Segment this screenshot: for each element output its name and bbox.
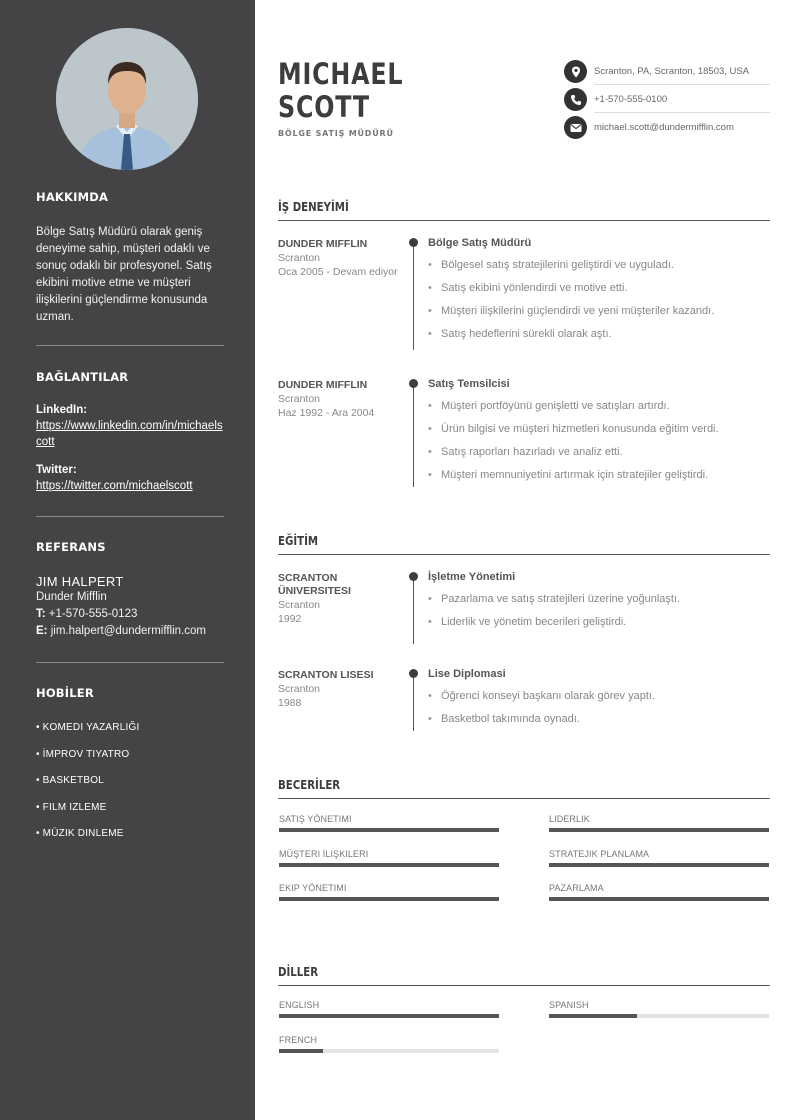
skill-bar-fill bbox=[549, 828, 769, 832]
experience-bullet: • Bölgesel satış stratejilerini geliştirdi ve uyguladı. bbox=[428, 258, 773, 272]
skills-title-text: BECERİLER bbox=[278, 778, 341, 792]
reference-company: Dunder Mifflin bbox=[36, 591, 107, 603]
experience-meta bbox=[278, 238, 398, 279]
timeline-dot bbox=[409, 238, 418, 247]
contact-divider bbox=[594, 112, 770, 113]
timeline-dot bbox=[409, 669, 418, 678]
experience-bullet: • Müşteri portföyünü genişletti ve satışları artırdı. bbox=[428, 399, 773, 413]
language-item bbox=[279, 1000, 499, 1018]
language-item bbox=[549, 1000, 769, 1018]
skill-bar-fill bbox=[279, 863, 499, 867]
education-location: Scranton bbox=[278, 599, 321, 611]
experience-title-text: İŞ DENEYİMİ bbox=[278, 200, 349, 214]
experience-bullet: • Müşteri memnuniyetini artırmak için stratejiler geliştirdi. bbox=[428, 468, 773, 482]
education-title-text: EĞİTİM bbox=[278, 534, 319, 548]
reference-email: jim.halpert@dundermifflin.com bbox=[50, 625, 206, 637]
skill-bar-fill bbox=[549, 897, 769, 901]
experience-bullet: • Ürün bilgisi ve müşteri hizmetleri konusunda eğitim verdi. bbox=[428, 422, 773, 436]
skill-item bbox=[549, 883, 769, 901]
phone-icon bbox=[564, 88, 587, 111]
job-title: BÖLGE SATIŞ MÜDÜRÜ bbox=[278, 129, 394, 138]
reference-phone-label: T: bbox=[36, 608, 46, 620]
experience-meta bbox=[278, 379, 398, 420]
experience-location: Scranton bbox=[278, 393, 321, 405]
skill-item bbox=[279, 883, 499, 901]
skills-section-title bbox=[278, 778, 770, 799]
experience-org: DUNDER MIFFLIN bbox=[278, 379, 368, 391]
reference-phone: +1-570-555-0123 bbox=[48, 608, 138, 620]
hobbies-section bbox=[36, 686, 224, 855]
education-dates: 1992 bbox=[278, 613, 302, 625]
education-details bbox=[428, 571, 773, 638]
skill-label: LIDERLIK bbox=[549, 814, 590, 824]
education-degree: İşletme Yönetimi bbox=[428, 571, 516, 583]
experience-location: Scranton bbox=[278, 252, 321, 264]
experience-role: Bölge Satış Müdürü bbox=[428, 237, 532, 249]
contact-address bbox=[564, 60, 770, 88]
links-section bbox=[36, 370, 224, 494]
skill-bar-fill bbox=[279, 897, 499, 901]
reference-email-label: E: bbox=[36, 625, 48, 637]
twitter-link[interactable]: https://twitter.com/michaelscott bbox=[36, 480, 193, 492]
experience-bullet: • Satış hedeflerini sürekli olarak aştı. bbox=[428, 327, 773, 341]
last-name: SCOTT bbox=[278, 90, 370, 124]
skill-label: PAZARLAMA bbox=[549, 883, 604, 893]
linkedin-label: LinkedIn: bbox=[36, 404, 88, 416]
hobby-item: • MÜZIK DINLEME bbox=[36, 828, 124, 839]
skill-bar-fill bbox=[279, 828, 499, 832]
reference-name: JIM HALPERT bbox=[36, 574, 124, 589]
language-label: ENGLISH bbox=[279, 1000, 320, 1010]
email-text[interactable]: michael.scott@dundermifflin.com bbox=[594, 122, 734, 133]
skill-item bbox=[549, 814, 769, 832]
reference-email-row bbox=[36, 623, 224, 640]
language-label: SPANISH bbox=[549, 1000, 589, 1010]
person-name bbox=[278, 58, 403, 124]
language-item bbox=[279, 1035, 499, 1053]
hobbies-title: HOBİLER bbox=[36, 686, 94, 700]
about-title: HAKKIMDA bbox=[36, 190, 109, 204]
hobby-item: • FILM IZLEME bbox=[36, 801, 107, 813]
languages-title-text: DİLLER bbox=[278, 965, 319, 979]
experience-entry bbox=[278, 238, 770, 348]
experience-org: DUNDER MIFFLIN bbox=[278, 238, 368, 250]
reference-phone-row bbox=[36, 606, 224, 623]
skill-label: MÜŞTERI İLIŞKILERI bbox=[279, 849, 369, 859]
education-meta bbox=[278, 572, 398, 626]
skill-item bbox=[549, 849, 769, 867]
links-title: BAĞLANTILAR bbox=[36, 370, 129, 384]
timeline-line bbox=[413, 673, 414, 731]
education-details bbox=[428, 668, 773, 735]
contact-email bbox=[564, 116, 770, 144]
experience-role: Satış Temsilcisi bbox=[428, 378, 510, 390]
skill-label: SATIŞ YÖNETIMI bbox=[279, 814, 352, 824]
language-bar-track bbox=[549, 1014, 769, 1018]
linkedin-link-block bbox=[36, 404, 224, 450]
language-label: FRENCH bbox=[279, 1035, 318, 1045]
language-bar-track bbox=[279, 1014, 499, 1018]
skill-label: STRATEJIK PLANLAMA bbox=[549, 849, 650, 859]
skill-bar-track bbox=[279, 863, 499, 867]
skill-label: EKIP YÖNETIMI bbox=[279, 883, 347, 893]
hobby-item: • İMPROV TIYATRO bbox=[36, 748, 130, 760]
email-icon bbox=[564, 116, 587, 139]
experience-bullet: • Satış ekibini yönlendirdi ve motive etti. bbox=[428, 281, 773, 295]
first-name: MICHAEL bbox=[278, 57, 404, 91]
address-text: Scranton, PA, Scranton, 18503, USA bbox=[594, 66, 750, 77]
timeline-line bbox=[413, 576, 414, 644]
skill-bar-track bbox=[549, 828, 769, 832]
skill-bar-fill bbox=[549, 863, 769, 867]
education-section-title bbox=[278, 534, 770, 555]
twitter-label: Twitter: bbox=[36, 464, 77, 476]
skill-bar-track bbox=[549, 897, 769, 901]
education-bullet: • Liderlik ve yönetim becerileri geliştirdi. bbox=[428, 615, 773, 629]
twitter-link-block bbox=[36, 464, 224, 494]
skill-bar-track bbox=[549, 863, 769, 867]
education-bullet: • Pazarlama ve satış stratejileri üzerine yoğunlaştı. bbox=[428, 592, 773, 606]
education-bullet: • Basketbol takımında oynadı. bbox=[428, 712, 773, 726]
location-icon bbox=[564, 60, 587, 83]
sidebar bbox=[0, 0, 255, 1120]
linkedin-link[interactable]: https://www.linkedin.com/in/michaelscott bbox=[36, 420, 223, 448]
hobbies-list bbox=[36, 722, 224, 855]
profile-photo bbox=[56, 28, 198, 170]
experience-bullet: • Müşteri ilişkilerini güçlendirdi ve yeni müşteriler kazandı. bbox=[428, 304, 773, 318]
education-entry bbox=[278, 572, 770, 642]
hobby-item: • KOMEDI YAZARLIĞI bbox=[36, 722, 140, 733]
contact-divider bbox=[594, 84, 770, 85]
education-meta bbox=[278, 669, 398, 710]
language-bar-fill bbox=[279, 1049, 323, 1053]
sidebar-divider bbox=[36, 345, 224, 346]
timeline-dot bbox=[409, 572, 418, 581]
contact-phone bbox=[564, 88, 770, 116]
education-bullet: • Öğrenci konseyi başkanı olarak görev yaptı. bbox=[428, 689, 773, 703]
timeline-dot bbox=[409, 379, 418, 388]
skill-item bbox=[279, 814, 499, 832]
education-entry bbox=[278, 669, 770, 731]
timeline-line bbox=[413, 383, 414, 487]
sidebar-divider bbox=[36, 516, 224, 517]
languages-section-title bbox=[278, 965, 770, 986]
experience-dates: Haz 1992 - Ara 2004 bbox=[278, 407, 375, 419]
reference-section bbox=[36, 540, 224, 640]
experience-details bbox=[428, 378, 773, 491]
about-section bbox=[36, 190, 224, 326]
education-location: Scranton bbox=[278, 683, 321, 695]
experience-dates: Oca 2005 - Devam ediyor bbox=[278, 266, 398, 278]
skill-bar-track bbox=[279, 897, 499, 901]
language-bar-track bbox=[279, 1049, 499, 1053]
education-dates: 1988 bbox=[278, 697, 302, 709]
skill-bar-track bbox=[279, 828, 499, 832]
education-org: SCRANTON ÜNIVERSITESI bbox=[278, 572, 351, 597]
about-text: Bölge Satış Müdürü olarak geniş deneyime sahip, müşteri odaklı ve sonuç odaklı bir profesyonel. Satış ekibini motive etme ve müşteri ilişkilerini güçlendirme konusunda uzman. bbox=[36, 226, 212, 323]
timeline-line bbox=[413, 242, 414, 350]
sidebar-divider bbox=[36, 662, 224, 663]
education-org: SCRANTON LISESI bbox=[278, 669, 374, 681]
experience-details bbox=[428, 237, 773, 350]
education-degree: Lise Diplomasi bbox=[428, 668, 506, 680]
phone-text: +1-570-555-0100 bbox=[594, 94, 668, 105]
language-bar-fill bbox=[279, 1014, 499, 1018]
language-bar-fill bbox=[549, 1014, 637, 1018]
experience-bullet: • Satış raporları hazırladı ve analiz etti. bbox=[428, 445, 773, 459]
reference-title: REFERANS bbox=[36, 540, 106, 554]
experience-section-title bbox=[278, 200, 770, 221]
skill-item bbox=[279, 849, 499, 867]
hobby-item: • BASKETBOL bbox=[36, 775, 104, 786]
experience-entry bbox=[278, 379, 770, 489]
